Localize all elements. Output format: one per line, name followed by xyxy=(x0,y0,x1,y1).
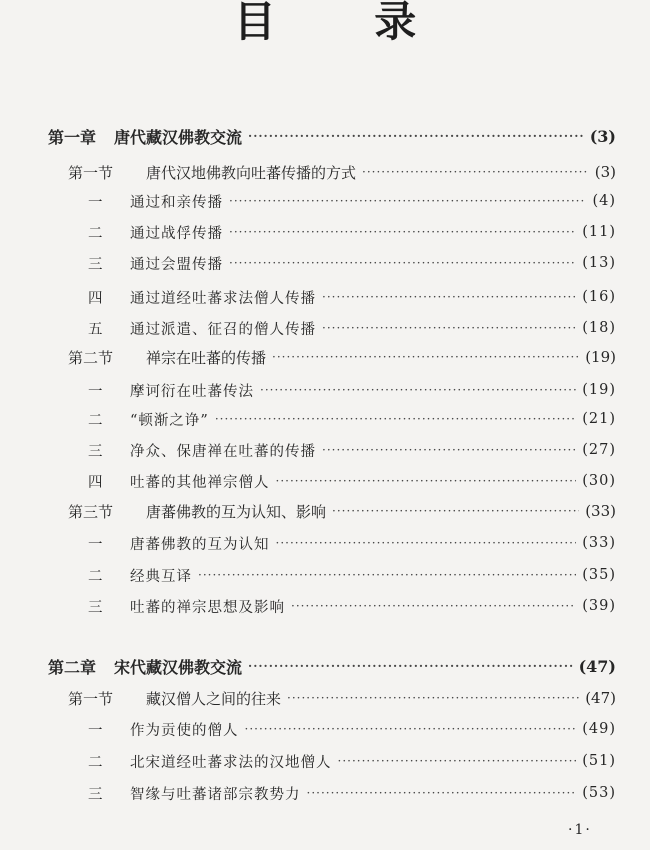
toc-page-number: (47) xyxy=(578,656,616,676)
toc-page-number: (16) xyxy=(582,289,616,305)
toc-item xyxy=(88,781,616,805)
toc-item xyxy=(88,749,616,773)
toc-entry-number: 三 xyxy=(88,256,104,273)
dot-leader xyxy=(215,412,576,426)
toc-page-number: (53) xyxy=(582,785,616,801)
dot-leader xyxy=(322,443,576,457)
dot-leader xyxy=(332,504,579,518)
toc-entry-title: 经典互译 xyxy=(130,568,192,585)
toc-entry-title: 北宋道经吐蕃求法的汉地僧人 xyxy=(130,754,332,771)
toc-entry-title: 通过和亲传播 xyxy=(130,194,223,211)
toc-entry-number: 二 xyxy=(88,412,104,429)
dot-leader xyxy=(362,165,589,179)
toc-page-number: (27) xyxy=(582,442,616,458)
toc-entry-title: 唐蕃佛教的互为认知 xyxy=(130,536,270,553)
page-number: ·1· xyxy=(568,822,592,838)
dot-leader xyxy=(229,256,576,270)
toc-entry-number: 二 xyxy=(88,754,104,771)
toc-entry-title: 吐蕃的其他禅宗僧人 xyxy=(130,474,270,491)
toc-entry-title: 通过会盟传播 xyxy=(130,256,223,273)
toc-item xyxy=(88,378,616,402)
toc-entry-number: 三 xyxy=(88,599,104,616)
toc-section xyxy=(68,160,616,184)
toc-section xyxy=(68,499,616,523)
toc-entry-number: 二 xyxy=(88,568,104,585)
toc-page-number: (19) xyxy=(582,382,616,398)
dot-leader xyxy=(198,568,576,582)
dot-leader xyxy=(338,754,577,768)
toc-item xyxy=(88,251,616,275)
toc-item xyxy=(88,717,616,741)
dot-leader xyxy=(248,129,584,143)
dot-leader xyxy=(260,383,576,397)
dot-leader xyxy=(307,786,577,800)
dot-leader xyxy=(322,321,576,335)
toc-item xyxy=(88,531,616,555)
toc-entry-number: 第一节 xyxy=(68,689,114,708)
toc-entry-number: 三 xyxy=(88,443,104,460)
toc-item xyxy=(88,469,616,493)
toc-entry-title: 藏汉僧人之间的往来 xyxy=(146,689,282,708)
toc-entry-number: 三 xyxy=(88,786,104,803)
dot-leader xyxy=(272,350,579,364)
toc-entry-number: 第一节 xyxy=(68,163,114,182)
dot-leader xyxy=(229,194,586,208)
toc-entry-title: 摩诃衍在吐蕃传法 xyxy=(130,383,254,400)
toc-entry-number: 四 xyxy=(88,290,104,307)
toc-page-number: (33) xyxy=(585,502,616,520)
dot-leader xyxy=(322,290,576,304)
toc-item xyxy=(88,316,616,340)
toc-item xyxy=(88,438,616,462)
toc-entry-title: 宋代藏汉佛教交流 xyxy=(114,657,243,677)
toc-page-number: (13) xyxy=(582,255,616,271)
dot-leader xyxy=(248,659,573,673)
toc-entry-title: 唐代汉地佛教向吐蕃传播的方式 xyxy=(146,163,357,182)
dot-leader xyxy=(229,225,576,239)
page-title: 目 录 xyxy=(233,0,459,46)
toc-entry-number: 第二章 xyxy=(48,657,97,677)
toc-page-number: (21) xyxy=(582,411,616,427)
toc-page-number: (47) xyxy=(585,689,616,707)
toc-item xyxy=(88,594,616,618)
toc-entry-number: 一 xyxy=(88,194,104,211)
dot-leader xyxy=(276,474,577,488)
toc-entry-number: 二 xyxy=(88,225,104,242)
toc-entry-number: 四 xyxy=(88,474,104,491)
toc-entry-number: 第三节 xyxy=(68,502,114,521)
toc-entry-number: 一 xyxy=(88,383,104,400)
toc-entry-title: 通过道经吐蕃求法僧人传播 xyxy=(130,290,316,307)
toc-entry-number: 第一章 xyxy=(48,127,97,147)
toc-section xyxy=(68,345,616,369)
toc-entry-title: 吐蕃的禅宗思想及影响 xyxy=(130,599,285,616)
toc-entry-title: 净众、保唐禅在吐蕃的传播 xyxy=(130,443,316,460)
toc-page-number: (18) xyxy=(582,320,616,336)
dot-leader xyxy=(291,599,576,613)
toc-page-number: (11) xyxy=(582,224,616,240)
toc-page-number: (30) xyxy=(582,473,616,489)
dot-leader xyxy=(276,536,577,550)
toc-entry-title: 通过战俘传播 xyxy=(130,225,223,242)
toc-page-number: (39) xyxy=(582,598,616,614)
toc-entry-title: 禅宗在吐蕃的传播 xyxy=(146,348,267,367)
toc-item xyxy=(88,189,616,213)
toc-page-number: (4) xyxy=(592,193,616,209)
toc-entry-title: 唐代藏汉佛教交流 xyxy=(114,127,243,147)
toc-chapter xyxy=(48,654,616,678)
toc-entry-number: 一 xyxy=(88,536,104,553)
toc-entry-number: 一 xyxy=(88,722,104,739)
toc-entry-title: 作为贡使的僧人 xyxy=(130,722,239,739)
toc-page-number: (19) xyxy=(585,348,616,366)
toc-chapter xyxy=(48,124,616,148)
toc-item xyxy=(88,563,616,587)
toc-page-number: (35) xyxy=(582,567,616,583)
toc-entry-number: 第二节 xyxy=(68,348,114,367)
toc-entry-title: 唐蕃佛教的互为认知、影响 xyxy=(146,502,327,521)
toc-entry-title: “顿渐之诤” xyxy=(130,412,209,429)
toc-section xyxy=(68,686,616,710)
toc-item xyxy=(88,220,616,244)
dot-leader xyxy=(287,691,579,705)
toc-page-number: (49) xyxy=(582,721,616,737)
toc-entry-title: 智缘与吐蕃诸部宗教势力 xyxy=(130,786,301,803)
toc-page-number: (33) xyxy=(582,535,616,551)
toc-item xyxy=(88,407,616,431)
toc-page-number: (3) xyxy=(589,126,616,146)
toc-item xyxy=(88,285,616,309)
toc-entry-number: 五 xyxy=(88,321,104,338)
toc-entry-title: 通过派遣、征召的僧人传播 xyxy=(130,321,316,338)
dot-leader xyxy=(245,722,577,736)
toc-page-number: (51) xyxy=(582,753,616,769)
toc-page-number: (3) xyxy=(594,163,616,181)
